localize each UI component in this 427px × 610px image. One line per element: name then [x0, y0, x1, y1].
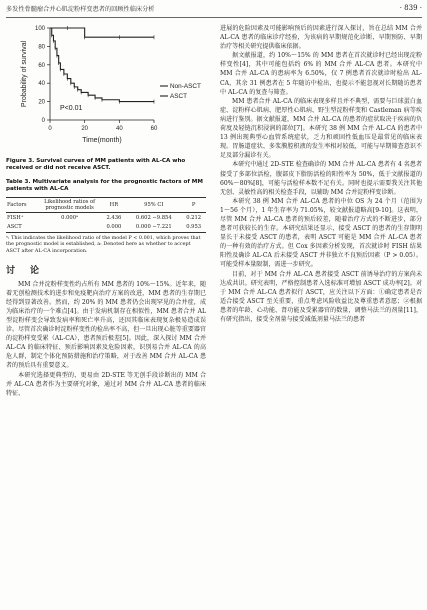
col-header: 95% CI: [126, 197, 181, 213]
page-number: · 839 ·: [399, 4, 422, 12]
table-cell: 0.000 −7.221: [126, 223, 181, 233]
right-column: [220, 24, 422, 324]
y-tick-label: 20: [38, 99, 45, 106]
table-header-row: [6, 197, 206, 213]
body-paragraph: 目前，对于 MM 合并 AL-CA 患者接受 ASCT 前诱导治疗的方案尚未达成共识。研究表明，严格控制患者入选标准可增加 ASCT 成功率[2]。对于 MM 合并 AL-CA 患者拟行 ASCT，应关注以下方面：①确定患者是否适合接受 ASCT 至关重要，重点考虑风险收益比及尊重患者意愿；②根据患者的年龄、心功能、肾功能及受累器官的数量，调整马法兰的剂量[11]，有研究指出，接受全剂量与接受减低剂量马法兰的患者: [220, 270, 422, 323]
section-heading: 讨 论: [6, 265, 43, 276]
table-cell: 0.212: [186, 214, 202, 221]
col-header: P: [181, 197, 206, 213]
body-paragraph: 本研究 38 例 MM 合并 AL-CA 患者的中位 OS 为 24 个月（范围为 1～56 个月），1 年生存率为 71.05%，较文献报道略高[9-10]。这表明，尽管 MM 合并 AL-CA 患者的预后较差，随着治疗方式的不断进步，部分患者可获较长的生存。本研究结果还显示，接受 ASCT 的患者的生存期明显长于未接受 ASCT 的患者，表明 ASCT 可能是 MM 合并 AL-CA 患者的一种有效的治疗方式。但 Cox 多因素分析发现，首次就诊时 FISH 结果阳性及确诊 AL-CA 后未接受 ASCT 并非独立不良预后因素（P > 0.05）。可能受样本量限制，需进一步研究。: [220, 197, 422, 269]
table-row: [6, 213, 206, 223]
table-title: Table 3. Multivariate analysis for the prognostic factors of MM patients with AL-CA: [6, 178, 203, 193]
running-header: [6, 4, 422, 18]
y-tick-label: 40: [38, 81, 45, 88]
y-tick-label: 0: [41, 118, 45, 124]
body-paragraph: 本研究选择更典型的、更易由 2D-STE 等无创手段诊断出的 MM 合并 AL-CA 患者作为主要研究对象，通过对 MM 合并 AL-CA 患者的临床特征、: [6, 371, 206, 397]
table-cell: ASCT: [6, 223, 38, 233]
y-tick-label: 60: [38, 62, 45, 69]
legend-label: Non-ASCT: [170, 83, 201, 91]
series-line-non-asct: [50, 28, 154, 102]
body-paragraph: 本研究中通过 2D-STE 检查确诊的 MM 合并 AL-CA 患者有 4 名患者接受了多部位活检，腹部皮下脂肪活检的阳性率为 50%，低于文献报道的 60%～80%[8]，可能与活检样本数不足有关。同时也提示需要我关注其他无创、灵敏性高的相关检查手段，以辅助 MM 合并淀粉样变诊断。: [220, 161, 422, 196]
x-axis-label: Time(month): [82, 137, 122, 144]
col-header: Factors: [6, 197, 38, 213]
figure-3: [6, 20, 206, 156]
table-cell: 0.953: [181, 223, 206, 233]
figure-caption-label: Figure 3.: [6, 158, 35, 164]
running-title: 多发性骨髓瘤合并心肌淀粉样变患者的回顾性临床分析: [6, 6, 155, 13]
figure-caption: [6, 158, 206, 173]
y-tick-label: 80: [38, 44, 45, 51]
col-header: HR: [102, 197, 127, 213]
km-survival-plot: [6, 20, 206, 156]
table-cell: FISH⁺: [7, 214, 24, 221]
table-cell: 0.000: [102, 223, 127, 233]
figure-caption-text: Survival curves of MM patients with AL-CA who received or did not receive ASCT.: [6, 158, 186, 172]
x-tick-label: 40: [115, 126, 123, 132]
col-header: Likelihood ratios of prognostic models: [38, 197, 102, 213]
y-tick-label: 100: [34, 26, 45, 32]
x-tick-label: 20: [81, 126, 89, 132]
table-cell: 0.000ᵃ: [61, 214, 78, 221]
left-column: [6, 20, 206, 398]
header-rule: [6, 17, 422, 18]
x-tick-label: 0: [48, 126, 52, 132]
body-paragraph: 进展的危险因素及可能影响预后的因素进行深入探讨，旨在总结 MM 合并 AL-CA 患者的临床诊疗经验，为该病的早期规范化诊断、早期预防、早期治疗等相关研究提供临床依据。: [220, 25, 422, 51]
table-cell: 0.602 −9.854: [135, 214, 172, 221]
body-paragraph: MM 患者合并 AL-CA 的临床表现多样且并不典型，需要与巨球蛋白血症、淀粉样心肌病、肥厚性心肌病、野生型淀粉样变和 Castleman 病等疾病进行鉴别。据文献报道，MM 合并 AL-CA 的患者的症状取决于疾病的负荷度及轻链沉积浸润的部位[7]。本研究 38 例 MM 合并 AL-CA 的患者中 13 例出现典型心血管系统症状，乏力和顽固性低血压是最常见的临床表现。胃肠道症状、多浆膜腔积液的发生率相对较低，可能与早期筛查意识不足及部分漏诊有关。: [220, 97, 422, 160]
table-note: ᵃ: This indicates the likelihood ratio of the model P < 0.001, which proves that the prognostic model is established, a: Denoted here as whether to accept ASCT after AL-CA incorporation.: [6, 234, 201, 255]
p-value-annotation: P<0.01: [60, 105, 83, 112]
y-axis-label: Probability of survival: [21, 40, 28, 108]
body-paragraph: 据文献报道，约 10%～15% 的 MM 患者在首次就诊时已经出现淀粉样变性[4]，其中可能包括约 6% 的 MM 合并 AL-CA 患者。本研究中 MM 合并 AL-CA 的患病率为 6.50%，仅 7 例患者首次就诊时检出 AL-CA，其余 31 例患者在 5 年随访中检出，也提示不能忽视对长期随访患者中 AL-CA 的复查与筛查。: [220, 52, 422, 96]
table-cell: 2.436: [106, 214, 122, 221]
table-3: [6, 197, 206, 233]
series-line-asct: [50, 28, 154, 37]
legend-label: ASCT: [170, 93, 188, 101]
body-paragraph: MM 合并淀粉样变性约占所有 MM 患者的 10%～15%。近年来，随着无创检测技术的进步和免疫靶向治疗方案的改进，MM 患者的生存期已经得到显著改善。然而，约 20% 的 MM 患者仍会出现罕见的合并症，成为临床治疗的一个难点[4]。由于发病机制存在相似性，MM 患者合并 AL 型淀粉样变会导致发病率和死亡率升高，还因其临床表现复杂极易造成误诊。尽管首次确诊时淀粉样变性的检出率不高，但一旦出现心脏等重要器官的淀粉样变受累（AL-CA），患者预后极差[5]。因此，深入探讨 MM 合并 AL-CA 的临床特征、预后影响因素及危险因素，识别易合并 AL-CA 的高危人群，制定个体化预防措施和治疗策略，对于改善 MM 合并 AL-CA 患者的预后具有重要意义。: [6, 280, 206, 370]
table-cell: [38, 223, 102, 233]
x-tick-label: 60: [150, 126, 158, 132]
table-row: [6, 223, 206, 233]
